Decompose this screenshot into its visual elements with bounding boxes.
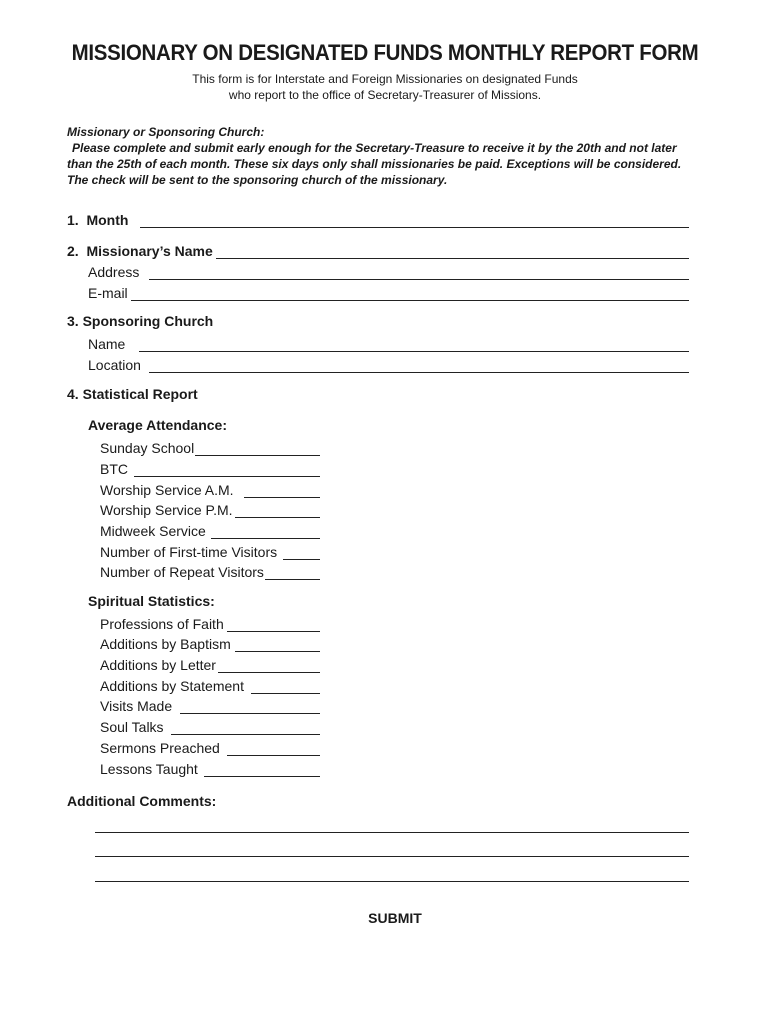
stat-label: BTC: [100, 461, 128, 477]
intro-line-2: than the 25th of each month. These six days only shall missionaries be paid. Exceptions will be considered.: [67, 157, 682, 171]
additional-comments-heading: Additional Comments:: [67, 793, 217, 809]
stat-row[interactable]: [100, 521, 320, 539]
missionary-name-input-line[interactable]: [216, 245, 689, 259]
address-field[interactable]: [88, 262, 689, 280]
stat-input-line[interactable]: [244, 484, 320, 498]
month-field[interactable]: [67, 210, 689, 228]
stat-input-line[interactable]: [283, 546, 320, 560]
stat-row[interactable]: [100, 676, 320, 694]
stat-input-line[interactable]: [265, 566, 320, 580]
stat-input-line[interactable]: [134, 463, 320, 477]
location-field[interactable]: [88, 355, 689, 373]
stat-row[interactable]: [100, 614, 320, 632]
stat-label: Professions of Faith: [100, 616, 224, 632]
sponsoring-church-heading: 3. Sponsoring Church: [67, 313, 214, 329]
attendance-heading: Average Attendance:: [88, 417, 228, 433]
subtitle-line-1: This form is for Interstate and Foreign Missionaries on designated Funds: [192, 72, 578, 86]
missionary-name-field[interactable]: [67, 241, 689, 259]
stat-label: Additions by Baptism: [100, 636, 231, 652]
stat-row[interactable]: [100, 542, 320, 560]
comment-line-2[interactable]: [95, 856, 689, 857]
stat-input-line[interactable]: [211, 525, 320, 539]
stat-label: Sermons Preached: [100, 740, 220, 756]
stat-label: Midweek Service: [100, 523, 206, 539]
stat-row[interactable]: [100, 438, 320, 456]
comment-line-1[interactable]: [95, 832, 689, 833]
stat-row[interactable]: [100, 459, 320, 477]
spiritual-statistics-heading: Spiritual Statistics:: [88, 593, 215, 609]
stat-label: Number of First-time Visitors: [100, 544, 278, 560]
statistical-report-heading: 4. Statistical Report: [67, 386, 198, 402]
comment-line-3[interactable]: [95, 881, 689, 882]
stat-label: Worship Service P.M.: [100, 502, 233, 518]
stat-row[interactable]: [100, 562, 320, 580]
email-field[interactable]: [88, 283, 689, 301]
stat-label: Worship Service A.M.: [100, 482, 234, 498]
email-input-line[interactable]: [131, 287, 689, 301]
stat-row[interactable]: [100, 500, 320, 518]
stat-input-line[interactable]: [180, 700, 320, 714]
intro-heading: Missionary or Sponsoring Church:: [67, 125, 265, 139]
stat-label: Soul Talks: [100, 719, 164, 735]
stat-row[interactable]: [100, 738, 320, 756]
stat-input-line[interactable]: [227, 618, 320, 632]
address-label: Address: [88, 264, 140, 280]
stat-label: Number of Repeat Visitors: [100, 564, 264, 580]
stat-label: Sunday School: [100, 440, 195, 456]
stat-input-line[interactable]: [171, 721, 320, 735]
stat-input-line[interactable]: [218, 659, 320, 673]
stat-input-line[interactable]: [195, 442, 320, 456]
stat-input-line[interactable]: [251, 680, 320, 694]
stat-row[interactable]: [100, 634, 320, 652]
stat-row[interactable]: [100, 759, 320, 777]
stat-row[interactable]: [100, 696, 320, 714]
church-name-label: Name: [88, 336, 126, 352]
subtitle-line-2: who report to the office of Secretary-Treasurer of Missions.: [228, 88, 542, 102]
stat-input-line[interactable]: [204, 763, 320, 777]
email-label: E-mail: [88, 285, 128, 301]
stat-row[interactable]: [100, 655, 320, 673]
stat-input-line[interactable]: [227, 742, 320, 756]
stat-row[interactable]: [100, 717, 320, 735]
church-name-input-line[interactable]: [139, 338, 689, 352]
church-name-field[interactable]: [88, 334, 689, 352]
stat-row[interactable]: [100, 480, 320, 498]
address-input-line[interactable]: [149, 266, 689, 280]
location-label: Location: [88, 357, 141, 373]
submit-button[interactable]: SUBMIT: [330, 910, 460, 926]
stat-label: Lessons Taught: [100, 761, 198, 777]
form-title: MISSIONARY ON DESIGNATED FUNDS MONTHLY REPORT FORM: [71, 40, 699, 65]
month-label: 1. Month: [67, 212, 129, 228]
intro-line-3: The check will be sent to the sponsoring church of the missionary.: [67, 173, 448, 187]
stat-input-line[interactable]: [235, 504, 320, 518]
intro-line-1: Please complete and submit early enough for the Secretary-Treasure to receive it by the 20th and not later: [72, 141, 677, 155]
stat-label: Visits Made: [100, 698, 173, 714]
month-input-line[interactable]: [140, 214, 689, 228]
stat-label: Additions by Letter: [100, 657, 216, 673]
stat-input-line[interactable]: [235, 638, 320, 652]
missionary-name-label: 2. Missionary’s Name: [67, 243, 213, 259]
stat-label: Additions by Statement: [100, 678, 244, 694]
location-input-line[interactable]: [149, 359, 689, 373]
